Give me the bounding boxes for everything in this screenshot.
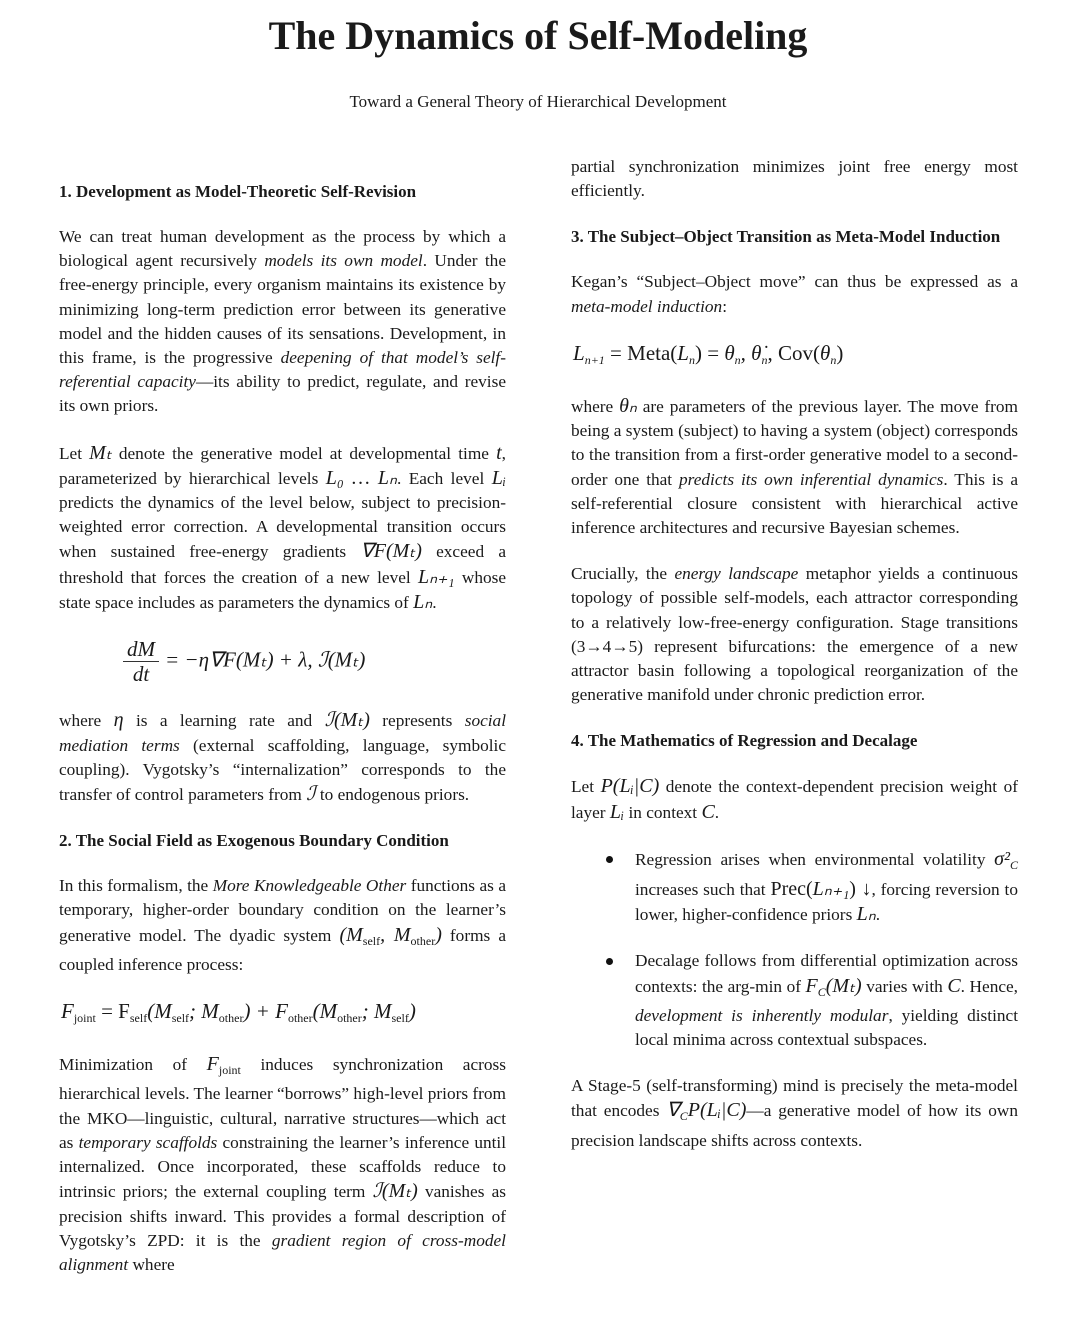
section-heading: 4. The Mathematics of Regression and Decalage [571, 731, 918, 751]
math-inline: η [113, 709, 124, 732]
math-inline: ∇ [666, 1099, 680, 1122]
math-roman: ) ↓ [849, 878, 872, 901]
text-run: varies with [861, 976, 948, 996]
math-roman: Prec( [770, 878, 813, 901]
math-subscript: other [218, 1011, 244, 1026]
paragraph [59, 225, 506, 419]
list-item [635, 847, 1018, 928]
emphasis-text: social mediation terms [59, 711, 506, 755]
text-run: (M [312, 999, 338, 1024]
math-subscript: n [688, 352, 695, 367]
text-run: L [573, 340, 585, 365]
text-run: Decalage follows from differential optimization across contexts: the arg-min of [635, 951, 1018, 996]
text-run: increases such that [635, 880, 771, 900]
math-inline: Lᵢ [609, 800, 625, 823]
math-subscript: self [362, 933, 381, 948]
emphasis-text: models its own model [264, 251, 423, 271]
text-run: —a generative model of how its own precision landscape shifts across contexts. [571, 1101, 1018, 1150]
math-roman: = F [95, 999, 130, 1024]
text-run: denote the context-dependent precision weight of layer [571, 777, 1018, 822]
fraction [123, 637, 159, 686]
math-inline: P(Lᵢ|C) [687, 1099, 747, 1122]
math-inline: θₙ [619, 395, 637, 418]
text-run: . [432, 592, 437, 612]
math-subscript: n [830, 352, 837, 367]
paragraph [571, 155, 1018, 203]
paragraph [571, 1074, 1018, 1153]
emphasis-text: energy landscape [674, 564, 799, 584]
text-run: where [571, 397, 620, 417]
text-run: F [61, 999, 74, 1024]
text-run: . [875, 905, 881, 925]
fraction-denominator: dt [132, 662, 150, 687]
text-run: , forcing reversion to lower, higher-confidence priors [635, 880, 1018, 925]
text-run: ; M [361, 999, 392, 1024]
text-run: Minimization of [59, 1055, 207, 1075]
paragraph [59, 874, 506, 977]
text-run: vanishes as precision shifts inward. This provides a formal description of Vygotsky’s ZPD: it is the [59, 1182, 506, 1250]
text-run: . This is a self-referential closure consistent with hierarchical active inference architectures and recursive Bayesian schemes. [571, 469, 1018, 538]
math-inline: ) [435, 923, 442, 946]
text-run: . Each level [396, 468, 492, 488]
emphasis-text: deepening of that model’s self-referential capacity [59, 348, 506, 392]
math-inline: F [805, 974, 818, 997]
math-inline: ∇F(Mₜ) [360, 540, 422, 563]
text-run: predicts the dynamics of the level below, subject to precision-weighted error correction. A developmental transition occurs when sustained free-energy gradients [59, 493, 506, 562]
text-run: forms a coupled inference process: [59, 925, 506, 974]
fraction-numerator: dM [123, 637, 159, 662]
text-run: denote the generative model at developmental time [111, 443, 497, 463]
bullet-list [571, 847, 1018, 1052]
paragraph [59, 441, 506, 615]
text-run: In this formalism, the [59, 876, 213, 896]
text-run: whose state space includes as parameters the dynamics of [59, 567, 506, 612]
text-run: . [714, 802, 720, 822]
math-inline: ℐ [306, 783, 316, 806]
math-roman: = Meta( [604, 340, 678, 365]
math-subscript: self [391, 1011, 409, 1026]
paragraph [571, 270, 1018, 318]
section-heading: 1. Development as Model-Theoretic Self-Revision [59, 182, 417, 201]
section-heading: 2. The Social Field as Exogenous Boundary Condition [59, 831, 449, 851]
math-inline: C [947, 974, 961, 997]
text-run: is a learning rate and [123, 711, 325, 731]
math-subscript: joint [218, 1063, 241, 1078]
math-subscript: n [761, 352, 768, 367]
text-run: L [677, 340, 689, 365]
math-inline: (Mₜ) [825, 974, 862, 997]
text-run: functions as a temporary, higher-order boundary condition on the learner’s generative model. The dyadic system [59, 876, 506, 945]
math-subscript: self [129, 1011, 148, 1026]
text-run: (M [147, 999, 172, 1024]
math-inline: Lₙ [413, 590, 433, 613]
text-run: partial synchronization minimizes joint free energy most efficiently. [571, 157, 1018, 201]
text-run: where [59, 711, 114, 731]
math-inline: Lₙ [856, 903, 876, 926]
math-inline: Lₙ₊₁ [417, 565, 455, 588]
text-run: Regression arises when environmental volatility [635, 849, 995, 869]
text-run: in context [624, 802, 702, 822]
text-run: , θ̇ [740, 340, 762, 365]
text-run: , yielding distinct local minima across contextual subspaces. [635, 1005, 1018, 1050]
text-run: represents [369, 711, 465, 731]
math-inline: Lᵢ [491, 466, 506, 489]
emphasis-text: gradient region of cross-model alignment [59, 1230, 506, 1274]
text-run: Let [571, 777, 601, 797]
math-subscript: C [817, 984, 826, 999]
math-subscript: C [679, 1109, 688, 1124]
text-run: metaphor yields a continuous topology of possible self-models, each attractor corresponding to a relatively low-free-energy configuration. Stage transitions (3→4→5) represent bifurcations: the emergence of a new attractor basin following a topological reorganization of the generative manifold under chronic prediction error. [571, 564, 1018, 705]
text-run: Kegan’s “Subject–Object move” can thus be expressed as a [571, 272, 1018, 292]
paragraph [571, 394, 1018, 540]
right-column [571, 155, 1018, 1175]
math-subscript: self [171, 1011, 190, 1026]
emphasis-text: predicts its own inferential dynamics [679, 469, 944, 489]
section-heading: 3. The Subject–Object Transition as Meta-Model Induction [571, 227, 1001, 247]
paragraph [59, 708, 506, 807]
emphasis-text: development is inherently modular [635, 1005, 889, 1025]
text-run: ) [408, 999, 416, 1024]
math-inline: F [206, 1053, 219, 1076]
display-equation [59, 637, 506, 686]
text-run: A Stage-5 (self-transforming) mind is precisely the meta-model that encodes [571, 1076, 1018, 1121]
text-run: Let [59, 443, 90, 463]
text-run: . Under the free-energy principle, every organism maintains its existence by minimizing long-term prediction error between its generative model and the hidden causes of its sensations. Development, in this frame, is the progressive [59, 251, 506, 368]
document-subtitle: Toward a General Theory of Hierarchical Development [349, 92, 727, 111]
text-run: —its ability to predict, regulate, and revise its own priors. [59, 372, 506, 416]
text-run: (external scaffolding, language, symbolic coupling). Vygotsky’s “internalization” corresponds to the transfer of control parameters from [59, 735, 506, 805]
math-inline: t [496, 441, 502, 464]
math-roman: , Cov( [767, 340, 820, 365]
left-column [59, 180, 506, 1299]
text-run: ) + F [243, 999, 288, 1024]
math-subscript: C [1009, 857, 1018, 872]
document-title: The Dynamics of Self-Modeling [268, 13, 808, 58]
math-subscript: other [287, 1011, 313, 1026]
math-subscript: other [410, 933, 436, 948]
emphasis-text: temporary scaffolds [78, 1132, 218, 1152]
math-inline: ℐ(Mₜ) [372, 1180, 418, 1203]
text-run: where [128, 1254, 175, 1274]
equation-rhs: = −η∇F(Mₜ) + λ, ℐ(Mₜ) [165, 647, 366, 672]
list-item [635, 949, 1018, 1052]
text-run: constraining the learner’s inference until internalized. Once incorporated, these scaffolds reduce to intrinsic priors; the external coupling term [59, 1132, 507, 1202]
math-roman: ) = [694, 340, 725, 365]
math-inline: Mₜ [89, 441, 112, 464]
text-run: . Hence, [960, 976, 1019, 996]
emphasis-text: More Knowledgeable Other [212, 876, 407, 896]
paragraph [59, 1052, 506, 1277]
emphasis-text: meta-model induction [571, 296, 723, 316]
text-run: , parameterized by hierarchical levels [59, 443, 506, 488]
display-equation [571, 341, 1018, 372]
math-inline: Lₙ₊₁ [812, 878, 850, 901]
text-run: We can treat human development as the process by which a biological agent recursively [59, 227, 506, 271]
math-inline: , M [380, 923, 411, 946]
display-equation [59, 999, 506, 1030]
text-run: θ [724, 340, 735, 365]
text-run: : [722, 296, 727, 316]
math-inline: (M [339, 923, 363, 946]
math-inline: L₀ … Lₙ [325, 466, 397, 489]
math-inline: ℐ(Mₜ) [324, 709, 370, 732]
math-subscript: other [337, 1011, 362, 1026]
text-run: induces synchronization across hierarchical levels. The learner “borrows” high-level priors from the MKO—linguistic, cultural, narrative structures—which act as [59, 1055, 506, 1152]
math-subscript: n [734, 352, 741, 367]
text-run: ; M [189, 999, 219, 1024]
text-run: θ [819, 340, 831, 365]
paragraph [571, 562, 1018, 707]
text-run: to endogenous priors. [315, 785, 470, 805]
math-subscript: joint [73, 1011, 96, 1026]
math-subscript: n+1 [584, 352, 605, 367]
math-inline: P(Lᵢ|C) [600, 775, 660, 798]
text-run: exceed a threshold that forces the creation of a new level [59, 542, 506, 587]
paragraph [571, 774, 1018, 824]
text-run: Crucially, the [571, 564, 675, 584]
math-inline: σ² [994, 847, 1010, 870]
math-roman: ) [836, 340, 844, 365]
text-run: are parameters of the previous layer. The move from being a system (subject) to having a system (object) corresponds to the transition from a first-order generative model to a second-order one that [571, 397, 1018, 489]
math-inline: C [701, 800, 715, 823]
